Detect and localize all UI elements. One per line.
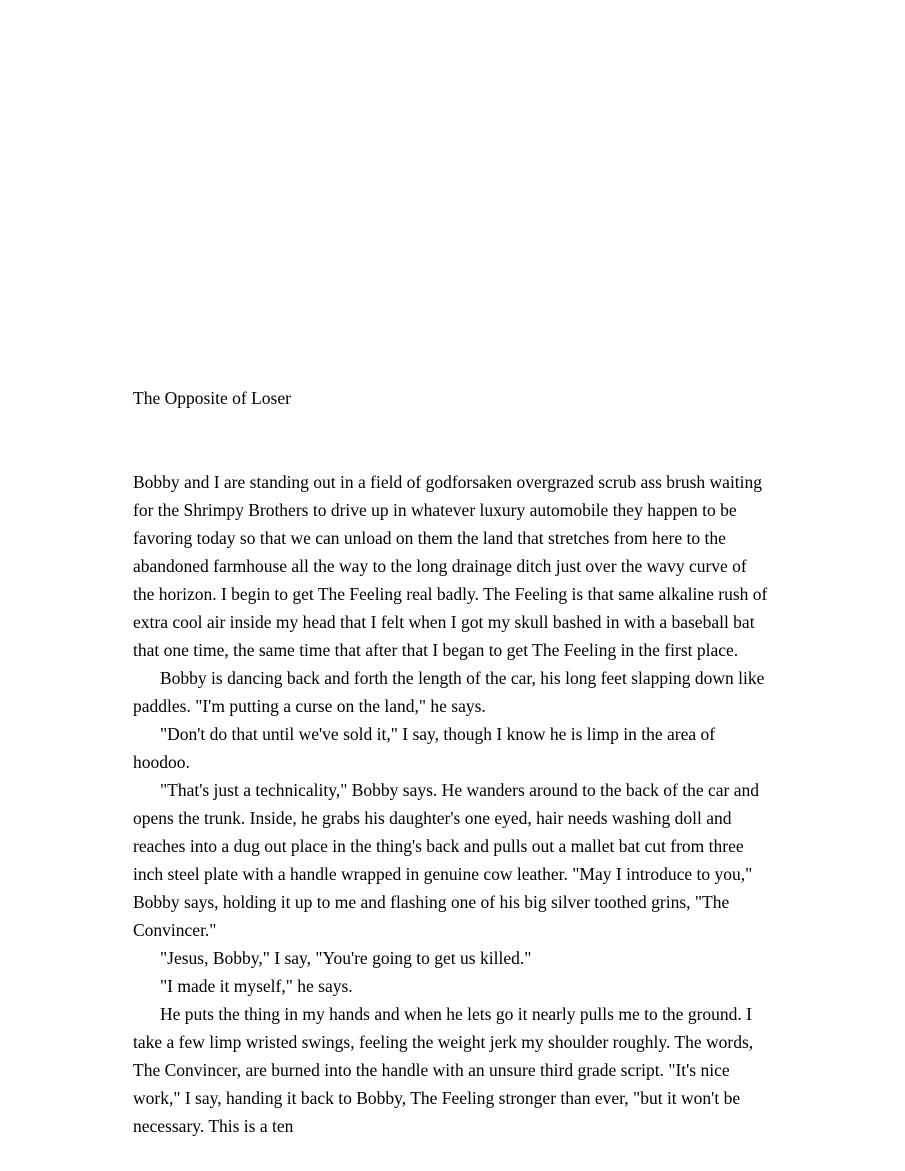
paragraph: "I made it myself," he says. (160, 976, 353, 996)
document-body (133, 468, 768, 1140)
paragraph: "Don't do that until we've sold it," I say, though I know he is limp in the area of hoodoo. (133, 724, 716, 772)
paragraph: "Jesus, Bobby," I say, "You're going to get us killed." (160, 948, 532, 968)
paragraph: "That's just a technicality," Bobby says. He wanders around to the back of the car and opens the trunk. Inside, he grabs his daughter's one eyed, hair needs washing doll and reaches into a dug out place in the thing's back and pulls out a mallet bat cut from three inch steel plate with a handle wrapped in genuine cow leather. "May I introduce to you," Bobby says, holding it up to me and flashing one of his big silver toothed grins, "The Convincer." (133, 780, 759, 940)
document-title: The Opposite of Loser (133, 388, 291, 408)
paragraph: Bobby is dancing back and forth the length of the car, his long feet slapping down like paddles. "I'm putting a curse on the land," he says. (133, 668, 765, 716)
paragraph: He puts the thing in my hands and when he lets go it nearly pulls me to the ground. I take a few limp wristed swings, feeling the weight jerk my shoulder roughly. The words, The Convincer, are burned into the handle with an unsure third grade script. "It's nice work," I say, handing it back to Bobby, The Feeling stronger than ever, "but it won't be necessary. This is a ten (133, 1004, 754, 1136)
paragraph: Bobby and I are standing out in a field of godforsaken overgrazed scrub ass brush waiting for the Shrimpy Brothers to drive up in whatever luxury automobile they happen to be favoring today so that we can unload on them the land that stretches from here to the abandoned farmhouse all the way to the long drainage ditch just over the wavy curve of the horizon. I begin to get The Feeling real badly. The Feeling is that same alkaline rush of extra cool air inside my head that I felt when I got my skull bashed in with a baseball bat that one time, the same time that after that I began to get The Feeling in the first place. (133, 472, 768, 660)
